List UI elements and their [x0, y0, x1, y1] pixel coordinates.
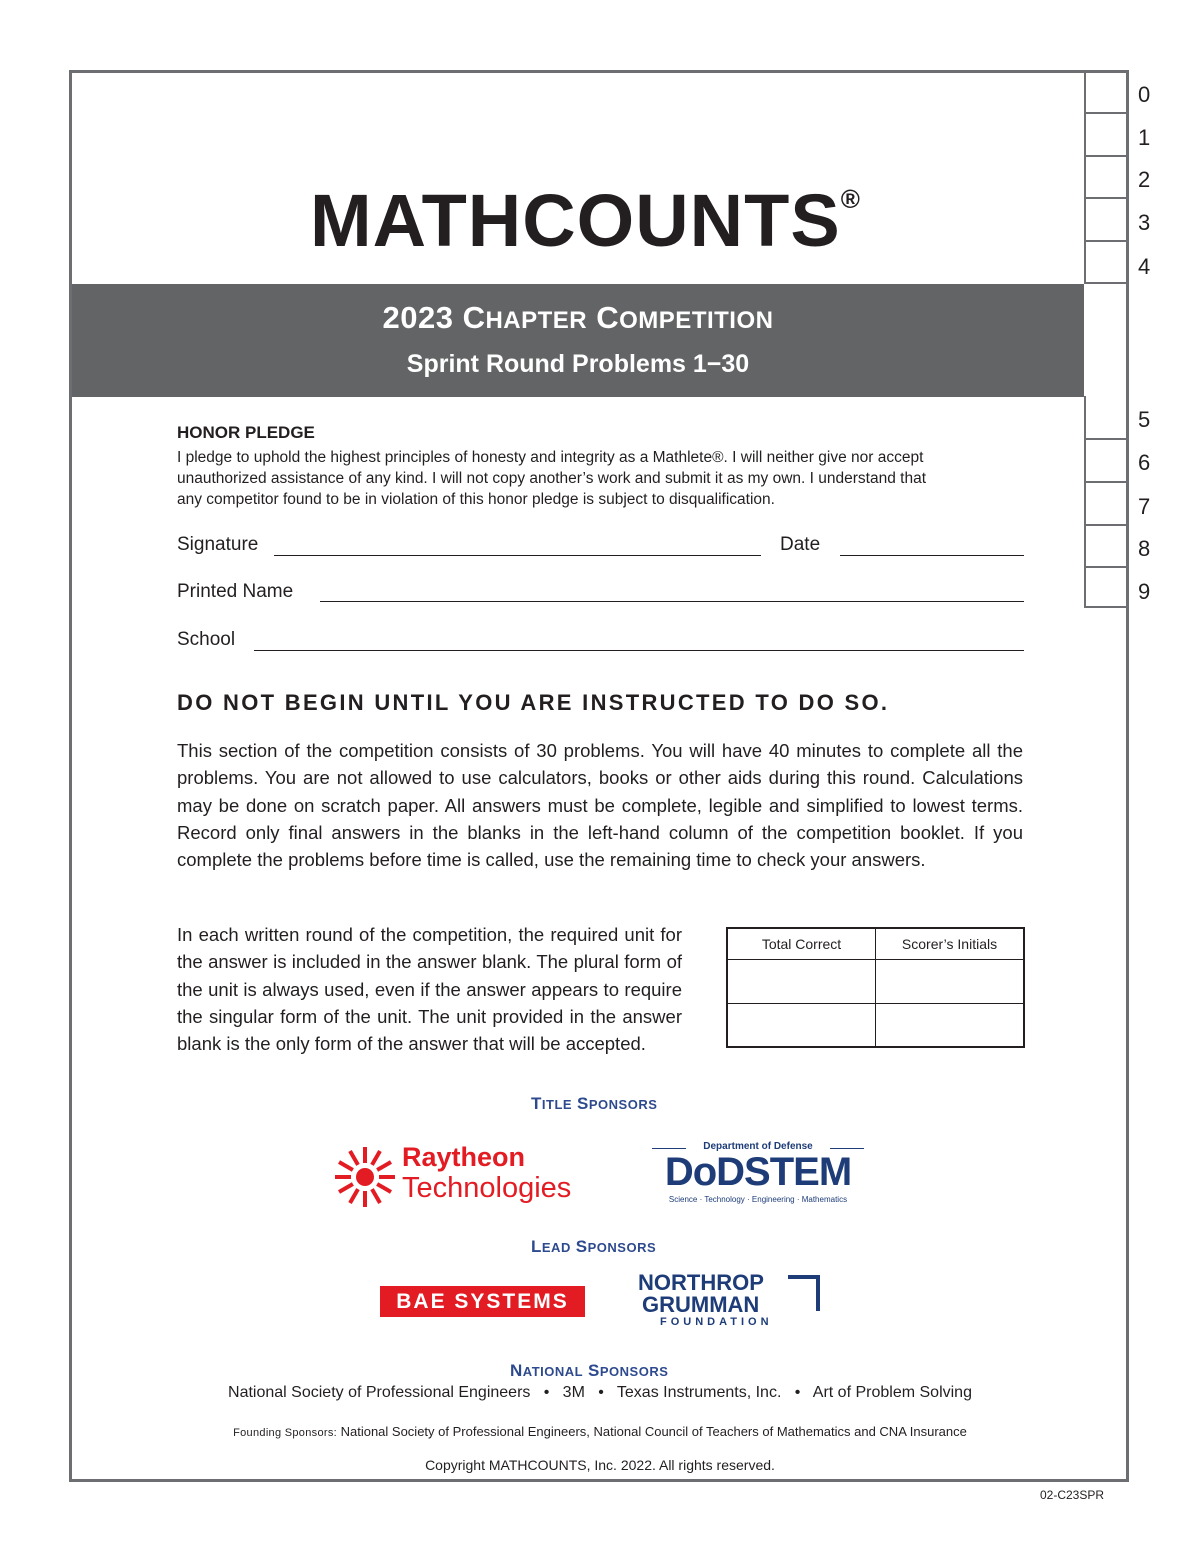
copyright: Copyright MATHCOUNTS, Inc. 2022. All rights reserved. — [425, 1457, 775, 1473]
signature-line[interactable] — [274, 555, 761, 556]
raytheon-sunburst-icon — [333, 1145, 397, 1209]
competition-title: 2023 CHAPTER COMPETITION — [382, 300, 774, 335]
national-sponsors-heading: NATIONAL SPONSORS — [510, 1361, 669, 1380]
score-digit-0: 0 — [1138, 82, 1151, 107]
foundation-text: FOUNDATION — [660, 1316, 773, 1328]
total-correct-header: Total Correct — [761, 936, 842, 952]
score-digit-9: 9 — [1138, 579, 1151, 604]
score-strip-lower — [1084, 396, 1129, 608]
title-sponsors-heading: TITLE SPONSORS — [531, 1094, 658, 1113]
raytheon-name: Raytheon — [402, 1142, 526, 1172]
dodstem-logo — [652, 1140, 864, 1210]
date-label: Date — [780, 534, 821, 555]
printed-name-label: Printed Name — [177, 581, 294, 602]
northrop-grumman-logo — [638, 1272, 828, 1332]
honor-pledge-heading: HONOR PLEDGE — [177, 423, 315, 442]
score-digit-1: 1 — [1138, 125, 1151, 150]
national-sponsors-list: National Society of Professional Engineers • 3M • Texas Instruments, Inc. • Art of Problem Solving — [228, 1384, 972, 1401]
dodstem-wordmark: DoDSTEM — [664, 1150, 852, 1194]
score-digit-4: 4 — [1138, 254, 1151, 279]
do-not-begin-warning: DO NOT BEGIN UNTIL YOU ARE INSTRUCTED TO DO SO. — [177, 690, 890, 715]
signature-label: Signature — [177, 534, 259, 555]
school-line[interactable] — [254, 650, 1024, 651]
grumman-text: GRUMMAN — [642, 1292, 760, 1317]
founding-sponsors: Founding Sponsors: National Society of Professional Engineers, National Council of Teachers of Mathematics and CNA Insurance — [233, 1424, 967, 1439]
lead-sponsors-heading: LEAD SPONSORS — [531, 1237, 657, 1256]
scorers-initials-header: Scorer’s Initials — [901, 936, 998, 952]
score-digit-8: 8 — [1138, 536, 1151, 561]
round-title: Sprint Round Problems 1−30 — [406, 350, 750, 378]
title-banner — [72, 284, 1084, 397]
score-digit-5: 5 — [1138, 407, 1151, 432]
score-digit-7: 7 — [1138, 494, 1151, 519]
printed-name-line[interactable] — [320, 601, 1024, 602]
score-strip-upper — [1084, 72, 1129, 284]
units-paragraph: In each written round of the competition, the required unit for the answer is included in the answer blank. The plural form of the unit is always used, even if the answer appears to require the singular form of the unit. The unit provided in the answer blank is the only form of the answer that will be accepted. — [177, 924, 682, 1055]
raytheon-technologies: Technologies — [402, 1172, 572, 1204]
document-code: 02-C23SPR — [1040, 1488, 1105, 1502]
school-label: School — [177, 629, 236, 650]
score-digit-6: 6 — [1138, 450, 1151, 475]
ng-bracket-icon — [788, 1275, 820, 1311]
northrop-text: NORTHROP — [638, 1270, 764, 1295]
score-digit-2: 2 — [1138, 167, 1151, 192]
score-digit-3: 3 — [1138, 210, 1151, 235]
instructions-paragraph: This section of the competition consists of 30 problems. You will have 40 minutes to complete all the problems. You are not allowed to use calculators, books or other aids during this round. Calculations may be done on scratch paper. All answers must be complete, legible and simplified to lowest terms. Record only final answers in the blanks in the left-hand column of the competition booklet. If you complete the problems before time is called, use the remaining time to check your answers. — [177, 740, 1023, 871]
dod-department: Department of Defense — [703, 1141, 813, 1152]
mathcounts-logo: MATHCOUNTS® — [310, 179, 861, 262]
honor-pledge-text: I pledge to uphold the highest principles of honesty and integrity as a Mathlete®. I will neither give nor accept unauthorized assistance of any kind. I will not copy another’s work and submit it as my own. I understand that any competitor found to be in violation of this honor pledge is subject to disqualification. — [177, 449, 926, 508]
raytheon-logo — [333, 1142, 593, 1212]
score-table — [726, 927, 1025, 1048]
bae-systems-logo: BAE SYSTEMS — [380, 1286, 585, 1317]
date-line[interactable] — [840, 555, 1024, 556]
dod-subtitle: Science · Technology · Engineering · Mathematics — [668, 1195, 848, 1204]
